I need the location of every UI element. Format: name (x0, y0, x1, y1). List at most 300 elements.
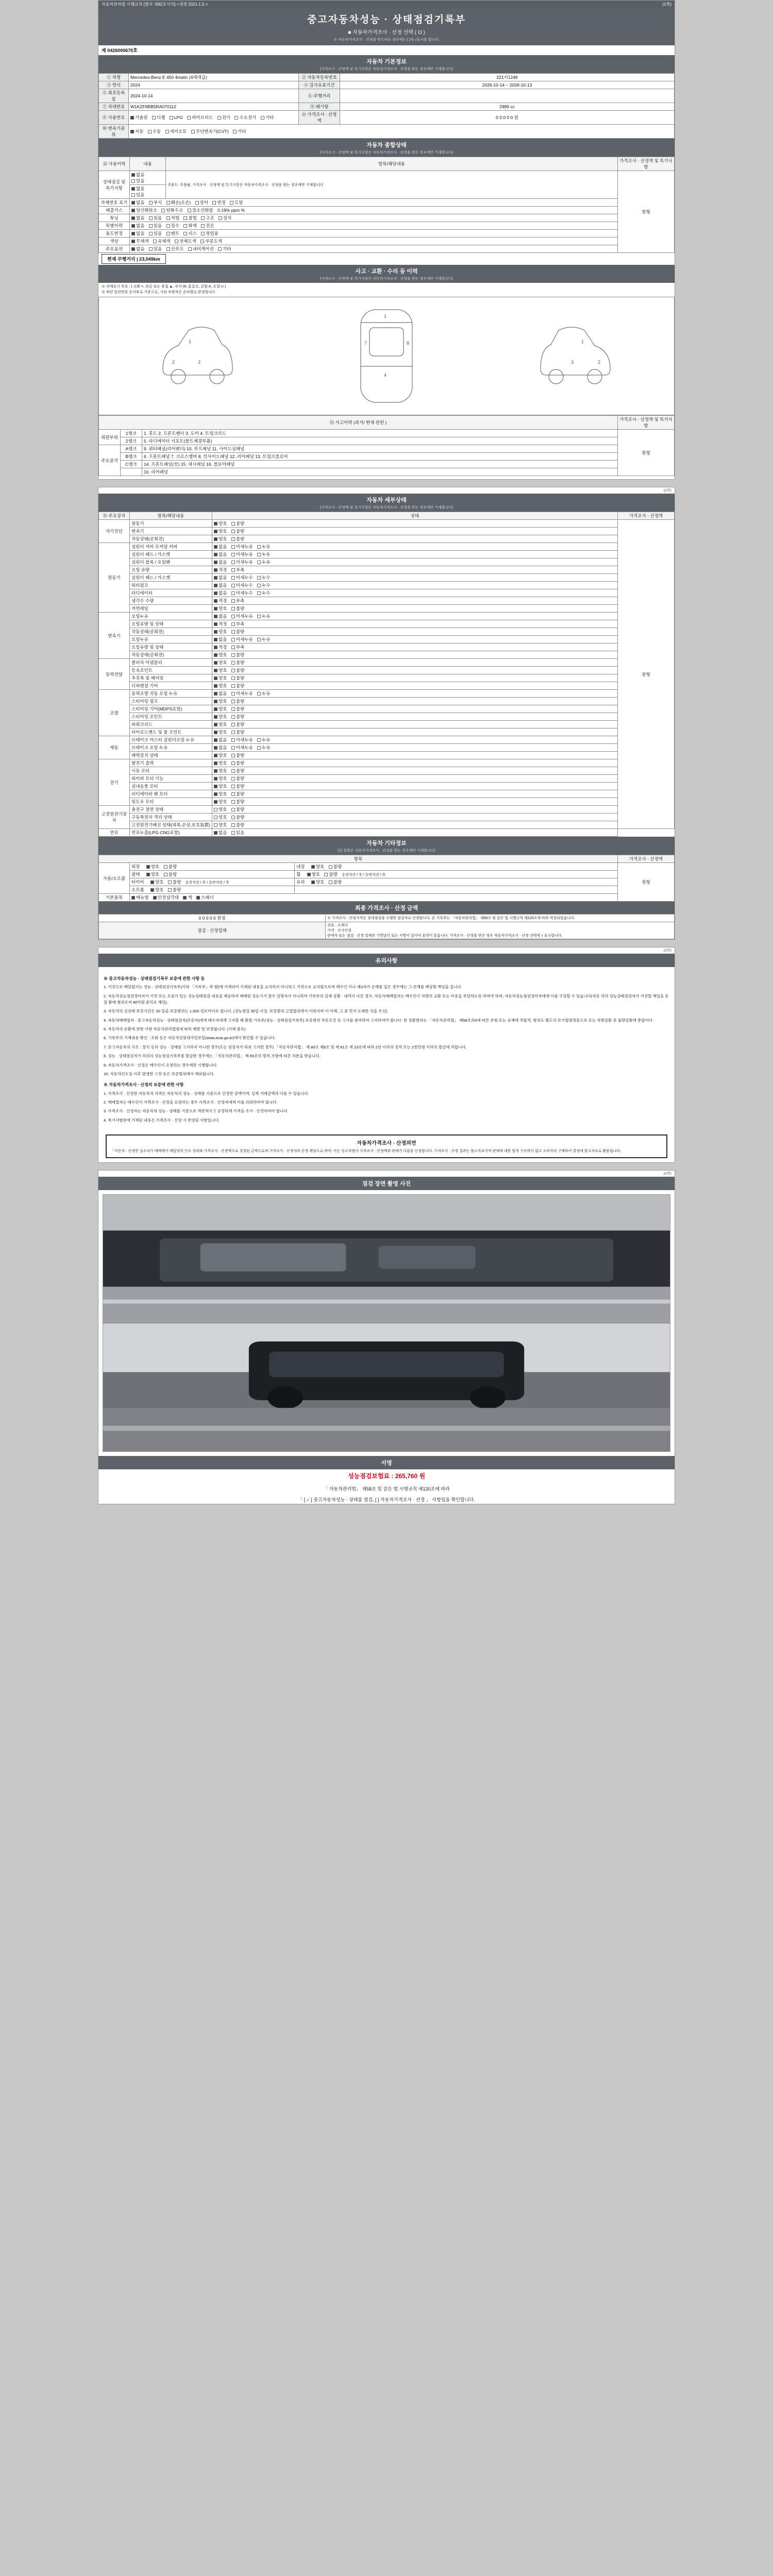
checkbox-icon[interactable] (196, 896, 200, 900)
checkbox-icon[interactable] (183, 232, 187, 235)
fuel-option-hydrogen[interactable]: 수소전기 (234, 114, 256, 121)
checkbox-icon[interactable] (183, 896, 187, 900)
opt-bad[interactable]: 불량 (329, 879, 342, 885)
checkbox-icon[interactable] (214, 785, 217, 788)
opt-good[interactable]: 양호 (214, 667, 227, 673)
state-cell[interactable] (212, 620, 618, 628)
checkbox-icon[interactable] (166, 232, 170, 235)
opt-good[interactable]: 양호 (214, 791, 227, 797)
checkbox-icon[interactable] (231, 522, 235, 526)
opt-jack[interactable]: 잭 (183, 894, 192, 901)
checkbox-icon[interactable] (149, 224, 153, 228)
opt-none[interactable]: 없음 (214, 551, 227, 557)
state-cell[interactable] (212, 775, 618, 783)
opt-good[interactable]: 양호 (214, 783, 227, 789)
checkbox-icon[interactable] (231, 599, 235, 603)
other-cell-a[interactable] (130, 886, 295, 894)
other-cell-a[interactable] (130, 863, 295, 871)
opt-good[interactable]: 양호 (214, 814, 227, 820)
checkbox-icon[interactable] (214, 738, 217, 742)
fuel-option-hybrid[interactable]: 하이브리드 (187, 114, 213, 121)
opt-bad[interactable]: 불량 (231, 675, 244, 681)
opt-bad[interactable]: 불량 (231, 706, 244, 712)
checkbox-icon[interactable] (152, 116, 156, 120)
checkbox-icon[interactable] (153, 240, 157, 243)
checkbox-icon[interactable] (131, 240, 135, 243)
opt-illegal[interactable]: 불법 (183, 215, 196, 221)
opt-none[interactable]: 없음 (214, 544, 227, 550)
basic-items-cell[interactable] (130, 894, 618, 902)
opt-lease[interactable]: 리스 (183, 230, 196, 236)
opt-slight[interactable]: 미세누유 (231, 737, 253, 743)
state-cell[interactable] (212, 698, 618, 705)
opt-bad[interactable]: 불량 (231, 752, 244, 758)
opt-good[interactable]: 양호 (146, 871, 159, 877)
state-cell[interactable] (212, 829, 618, 837)
state-cell[interactable] (212, 628, 618, 636)
opt-none[interactable]: 없음 (131, 215, 144, 221)
state-cell[interactable] (212, 651, 618, 659)
opt-good[interactable]: 양호 (214, 528, 227, 534)
opt-yes[interactable]: 있음 (131, 192, 144, 198)
checkbox-icon[interactable] (311, 880, 315, 884)
state-cell[interactable] (212, 589, 618, 597)
state-cell[interactable] (212, 558, 618, 566)
checkbox-icon[interactable] (149, 247, 153, 251)
checkbox-icon[interactable] (214, 700, 217, 703)
checkbox-icon[interactable] (231, 816, 235, 819)
opt-good[interactable]: 양호 (214, 714, 227, 720)
checkbox-icon[interactable] (146, 865, 150, 869)
checkbox-icon[interactable] (311, 865, 315, 869)
opt-navigation[interactable]: 내비게이션 (188, 246, 214, 252)
opt-spanner[interactable]: 스패너 (196, 894, 214, 901)
checkbox-icon[interactable] (201, 224, 205, 228)
opt-none[interactable]: 없음 (131, 199, 144, 206)
trans-option-auto[interactable]: 자동 (130, 128, 143, 134)
opt-flood[interactable]: 침수 (166, 223, 179, 229)
checkbox-icon[interactable] (231, 715, 235, 719)
opt-none[interactable]: 없음 (214, 737, 227, 743)
opt-leak[interactable]: 누유 (257, 613, 270, 619)
state-cell[interactable] (212, 535, 618, 543)
checkbox-icon[interactable] (231, 537, 235, 541)
opt-diff[interactable]: 상이 (195, 199, 208, 206)
checkbox-icon[interactable] (257, 545, 261, 549)
opt-co[interactable]: 일산화탄소 (131, 207, 157, 213)
opt-yes[interactable]: 있음 (149, 215, 162, 221)
checkbox-icon[interactable] (214, 769, 217, 773)
checkbox-icon[interactable] (214, 661, 217, 665)
checkbox-icon[interactable] (231, 700, 235, 703)
opt-adequate[interactable]: 적정 (214, 644, 227, 650)
opt-good[interactable]: 양호 (214, 659, 227, 666)
checkbox-icon[interactable] (231, 823, 235, 827)
opt-good[interactable]: 양호 (214, 799, 227, 805)
checkbox-icon[interactable] (231, 591, 235, 595)
checkbox-icon[interactable] (214, 731, 217, 734)
checkbox-icon[interactable] (146, 873, 150, 876)
opt-leak[interactable]: 누수 (257, 582, 270, 588)
fuel-option-lpg[interactable]: LPG (170, 115, 183, 120)
state-cell[interactable] (212, 613, 618, 620)
state-cell[interactable] (212, 728, 618, 736)
opt-none[interactable]: 없음 (131, 223, 144, 229)
checkbox-icon[interactable] (131, 193, 135, 197)
checkbox-icon[interactable] (149, 201, 153, 205)
checkbox-icon[interactable] (214, 669, 217, 672)
opt-bad[interactable]: 불량 (329, 863, 342, 870)
opt-none[interactable]: 없음 (131, 172, 144, 178)
checkbox-icon[interactable] (231, 707, 235, 711)
checkbox-icon[interactable] (257, 746, 261, 750)
checkbox-icon[interactable] (214, 692, 217, 696)
checkbox-icon[interactable] (231, 785, 235, 788)
opt-good[interactable]: 양호 (214, 536, 227, 542)
opt-changed[interactable]: 변경 (212, 199, 225, 206)
opt-slight[interactable]: 미세누유 (231, 636, 253, 642)
opt-good[interactable]: 양호 (146, 863, 159, 870)
opt-none[interactable]: 없음 (214, 829, 227, 836)
checkbox-icon[interactable] (214, 630, 217, 634)
checkbox-icon[interactable] (214, 823, 217, 827)
opt-none[interactable]: 없음 (214, 590, 227, 596)
checkbox-icon[interactable] (214, 754, 217, 757)
fuel-option-electric[interactable]: 전기 (217, 114, 230, 121)
opt-yes[interactable]: 있음 (149, 246, 162, 252)
opt-bad[interactable]: 불량 (231, 629, 244, 635)
opt-good[interactable]: 양호 (214, 806, 227, 812)
opt-good[interactable]: 양호 (307, 871, 320, 877)
opt-none[interactable]: 없음 (214, 574, 227, 581)
checkbox-icon[interactable] (329, 880, 332, 884)
checkbox-icon[interactable] (231, 792, 235, 796)
checkbox-icon[interactable] (231, 584, 235, 587)
fuel-option-gasoline[interactable]: 가솔린 (130, 114, 148, 121)
checkbox-icon[interactable] (214, 808, 217, 811)
opt-good[interactable]: 양호 (214, 629, 227, 635)
checkbox-icon[interactable] (261, 116, 264, 120)
opt-yes[interactable]: 있음 (231, 829, 244, 836)
opt-slight[interactable]: 미세누유 (231, 690, 253, 697)
checkbox-icon[interactable] (214, 816, 217, 819)
opt-bad[interactable]: 불량 (231, 652, 244, 658)
state-cell[interactable] (212, 783, 618, 790)
opt-good[interactable]: 양호 (214, 683, 227, 689)
fuel-option-other[interactable]: 기타 (261, 114, 274, 121)
state-cell[interactable] (212, 705, 618, 713)
checkbox-icon[interactable] (214, 777, 217, 781)
checkbox-icon[interactable] (131, 187, 135, 191)
opt-bad[interactable]: 불량 (231, 760, 244, 766)
state-cell[interactable] (212, 674, 618, 682)
checkbox-icon[interactable] (231, 669, 235, 672)
checkbox-icon[interactable] (214, 676, 217, 680)
other-cell-b[interactable] (295, 863, 618, 871)
opt-erased[interactable]: 도말 (230, 199, 243, 206)
checkbox-icon[interactable] (188, 209, 191, 212)
opt-bad[interactable]: 불량 (231, 721, 244, 727)
opt-bad[interactable]: 불량 (168, 879, 181, 885)
checkbox-icon[interactable] (195, 201, 199, 205)
opt-low[interactable]: 부족 (231, 621, 244, 627)
opt-bad[interactable]: 불량 (231, 814, 244, 820)
checkbox-icon[interactable] (231, 553, 235, 556)
checkbox-icon[interactable] (257, 584, 261, 587)
opt-bad[interactable]: 불량 (231, 768, 244, 774)
checkbox-icon[interactable] (170, 116, 173, 120)
state-cell[interactable] (212, 520, 618, 528)
opt-none[interactable]: 없음 (214, 582, 227, 588)
checkbox-icon[interactable] (231, 676, 235, 680)
checkbox-icon[interactable] (257, 576, 261, 580)
checkbox-icon[interactable] (307, 873, 311, 876)
opt-other[interactable]: 기타 (218, 246, 231, 252)
state-cell[interactable] (212, 806, 618, 814)
opt-slight[interactable]: 미세누유 (231, 551, 253, 557)
checkbox-icon[interactable] (175, 240, 178, 243)
state-cell[interactable] (212, 759, 618, 767)
opt-fullpaint[interactable]: 전체도색 (175, 238, 196, 244)
opt-none[interactable]: 없음 (214, 744, 227, 751)
checkbox-icon[interactable] (131, 179, 135, 183)
opt-rent[interactable]: 렌트 (166, 230, 179, 236)
checkbox-icon[interactable] (257, 561, 261, 564)
checkbox-icon[interactable] (150, 880, 154, 884)
opt-none[interactable]: 없음 (214, 690, 227, 697)
opt-low[interactable]: 부족 (231, 567, 244, 573)
state-cell[interactable] (212, 597, 618, 605)
state-cell[interactable] (212, 636, 618, 643)
checkbox-icon[interactable] (231, 761, 235, 765)
checkbox-icon[interactable] (149, 216, 153, 220)
checkbox-icon[interactable] (130, 116, 134, 120)
checkbox-icon[interactable] (131, 201, 135, 205)
checkbox-icon[interactable] (231, 622, 235, 626)
checkbox-icon[interactable] (212, 201, 216, 205)
opt-adequate[interactable]: 적정 (214, 598, 227, 604)
opt-good[interactable]: 양호 (150, 887, 163, 893)
checkbox-icon[interactable] (217, 116, 221, 120)
checkbox-icon[interactable] (188, 247, 192, 251)
checkbox-icon[interactable] (164, 873, 167, 876)
checkbox-icon[interactable] (214, 607, 217, 611)
opt-leak[interactable]: 누유 (257, 551, 270, 557)
opt-bad[interactable]: 불량 (231, 729, 244, 735)
opt-leak[interactable]: 누수 (257, 574, 270, 581)
opt-yes[interactable]: 있음 (149, 230, 162, 236)
other-cell-b[interactable] (295, 871, 618, 878)
checkbox-icon[interactable] (231, 561, 235, 564)
opt-low[interactable]: 부족 (231, 598, 244, 604)
checkbox-icon[interactable] (214, 831, 217, 835)
opt-none[interactable]: 없음 (131, 246, 144, 252)
checkbox-icon[interactable] (131, 209, 135, 212)
checkbox-icon[interactable] (230, 201, 233, 205)
opt-bad[interactable]: 불량 (231, 528, 244, 534)
checkbox-icon[interactable] (233, 130, 237, 133)
checkbox-icon[interactable] (214, 723, 217, 726)
opt-bad[interactable]: 불량 (231, 667, 244, 673)
checkbox-icon[interactable] (131, 224, 135, 228)
checkbox-icon[interactable] (257, 553, 261, 556)
opt-good[interactable]: 양호 (214, 675, 227, 681)
opt-legal[interactable]: 적법 (166, 215, 179, 221)
opt-structure[interactable]: 구조 (201, 215, 214, 221)
checkbox-icon[interactable] (231, 684, 235, 688)
opt-bad[interactable]: 불량 (231, 659, 244, 666)
checkbox-icon[interactable] (214, 584, 217, 587)
checkbox-icon[interactable] (214, 638, 217, 641)
checkbox-icon[interactable] (166, 247, 170, 251)
checkbox-icon[interactable] (231, 630, 235, 634)
checkbox-icon[interactable] (131, 896, 135, 900)
opt-bad[interactable]: 불량 (164, 871, 177, 877)
opt-bad[interactable]: 불량 (231, 605, 244, 612)
opt-bad[interactable]: 불량 (231, 683, 244, 689)
checkbox-icon[interactable] (231, 769, 235, 773)
state-cell[interactable] (212, 582, 618, 589)
checkbox-icon[interactable] (131, 232, 135, 235)
opt-none[interactable]: 없음 (131, 185, 144, 192)
state-cell[interactable] (212, 721, 618, 728)
checkbox-icon[interactable] (165, 130, 169, 133)
opt-fire[interactable]: 화재 (183, 223, 196, 229)
checkbox-icon[interactable] (257, 692, 261, 696)
opt-bad[interactable]: 불량 (168, 887, 181, 893)
state-cell[interactable] (212, 605, 618, 613)
trans-option-manual[interactable]: 수동 (148, 128, 161, 134)
checkbox-icon[interactable] (214, 576, 217, 580)
checkbox-icon[interactable] (231, 731, 235, 734)
checkbox-icon[interactable] (161, 209, 165, 212)
checkbox-icon[interactable] (131, 247, 135, 251)
fuel-option-diesel[interactable]: 디젤 (152, 114, 165, 121)
other-cell-a[interactable] (130, 878, 295, 886)
checkbox-icon[interactable] (231, 638, 235, 641)
opt-leak[interactable]: 누유 (257, 559, 270, 565)
opt-bad[interactable]: 불량 (231, 783, 244, 789)
opt-good[interactable]: 양호 (311, 863, 324, 870)
checkbox-icon[interactable] (166, 201, 170, 205)
state-cell[interactable] (212, 690, 618, 698)
checkbox-icon[interactable] (231, 607, 235, 611)
opt-leak[interactable]: 누유 (257, 744, 270, 751)
checkbox-icon[interactable] (231, 653, 235, 657)
checkbox-icon[interactable] (166, 216, 170, 220)
opt-low[interactable]: 부족 (231, 644, 244, 650)
opt-good[interactable]: 양호 (214, 752, 227, 758)
opt-bad[interactable]: 불량 (324, 871, 337, 877)
checkbox-icon[interactable] (214, 792, 217, 796)
checkbox-icon[interactable] (234, 116, 238, 120)
state-cell[interactable] (212, 643, 618, 651)
state-cell[interactable] (212, 551, 618, 558)
opt-good[interactable]: 양호 (214, 721, 227, 727)
opt-good[interactable]: 양호 (214, 822, 227, 828)
opt-leak[interactable]: 누유 (257, 636, 270, 642)
opt-good[interactable]: 양호 (214, 706, 227, 712)
state-cell[interactable] (212, 767, 618, 775)
trans-option-cvt[interactable]: 무단변속기(CVT) (191, 128, 229, 134)
state-cell[interactable] (212, 528, 618, 535)
checkbox-icon[interactable] (214, 615, 217, 618)
checkbox-icon[interactable] (214, 746, 217, 750)
opt-slight[interactable]: 미세누수 (231, 582, 253, 588)
checkbox-icon[interactable] (231, 615, 235, 618)
opt-slight[interactable]: 미세누유 (231, 744, 253, 751)
checkbox-icon[interactable] (214, 553, 217, 556)
trans-option-semiauto[interactable]: 세미오토 (165, 128, 187, 134)
checkbox-icon[interactable] (214, 715, 217, 719)
opt-good[interactable]: 양호 (214, 729, 227, 735)
opt-bad[interactable]: 불량 (231, 698, 244, 704)
checkbox-icon[interactable] (149, 232, 153, 235)
state-cell[interactable] (212, 574, 618, 582)
checkbox-icon[interactable] (214, 684, 217, 688)
checkbox-icon[interactable] (183, 216, 187, 220)
checkbox-icon[interactable] (231, 800, 235, 804)
checkbox-icon[interactable] (214, 561, 217, 564)
checkbox-icon[interactable] (214, 646, 217, 649)
checkbox-icon[interactable] (231, 738, 235, 742)
state-cell[interactable] (212, 752, 618, 759)
opt-none[interactable]: 없음 (214, 636, 227, 642)
opt-bad[interactable]: 불량 (231, 714, 244, 720)
opt-good[interactable]: 양호 (214, 775, 227, 782)
opt-yes[interactable]: 있음 (149, 223, 162, 229)
opt-good[interactable]: 양호 (214, 652, 227, 658)
checkbox-icon[interactable] (214, 622, 217, 626)
checkbox-icon[interactable] (200, 240, 204, 243)
state-cell[interactable] (212, 713, 618, 721)
opt-good[interactable]: 양호 (214, 520, 227, 527)
opt-bad[interactable]: 불량 (231, 775, 244, 782)
state-cell[interactable] (212, 798, 618, 806)
checkbox-icon[interactable] (324, 873, 328, 876)
opt-slight[interactable]: 미세누수 (231, 574, 253, 581)
opt-device[interactable]: 장치 (219, 215, 231, 221)
checkbox-icon[interactable] (183, 224, 187, 228)
photo-engine-bay[interactable] (103, 1194, 670, 1323)
trans-option-other[interactable]: 기타 (233, 128, 246, 134)
checkbox-icon[interactable] (214, 537, 217, 541)
checkbox-icon[interactable] (214, 545, 217, 549)
opt-corrosion[interactable]: 부식 (149, 199, 162, 206)
state-cell[interactable] (212, 543, 618, 551)
state-cell[interactable] (212, 821, 618, 829)
state-cell[interactable] (212, 682, 618, 690)
checkbox-icon[interactable] (214, 599, 217, 603)
opt-bad[interactable]: 불량 (231, 536, 244, 542)
opt-hc[interactable]: 탄화수소 (161, 207, 183, 213)
checkbox-icon[interactable] (201, 232, 205, 235)
checkbox-icon[interactable] (164, 865, 167, 869)
opt-chromatic[interactable]: 유채색 (153, 238, 171, 244)
opt-leak[interactable]: 누유 (257, 737, 270, 743)
checkbox-icon[interactable] (219, 216, 222, 220)
checkbox-icon[interactable] (148, 130, 152, 133)
checkbox-icon[interactable] (214, 522, 217, 526)
opt-leak[interactable]: 누유 (257, 690, 270, 697)
checkbox-icon[interactable] (131, 216, 135, 220)
state-cell[interactable] (212, 566, 618, 574)
checkbox-icon[interactable] (231, 831, 235, 835)
checkbox-icon[interactable] (231, 576, 235, 580)
opt-bad[interactable]: 불량 (231, 799, 244, 805)
opt-business[interactable]: 영업용 (201, 230, 219, 236)
checkbox-icon[interactable] (231, 568, 235, 572)
